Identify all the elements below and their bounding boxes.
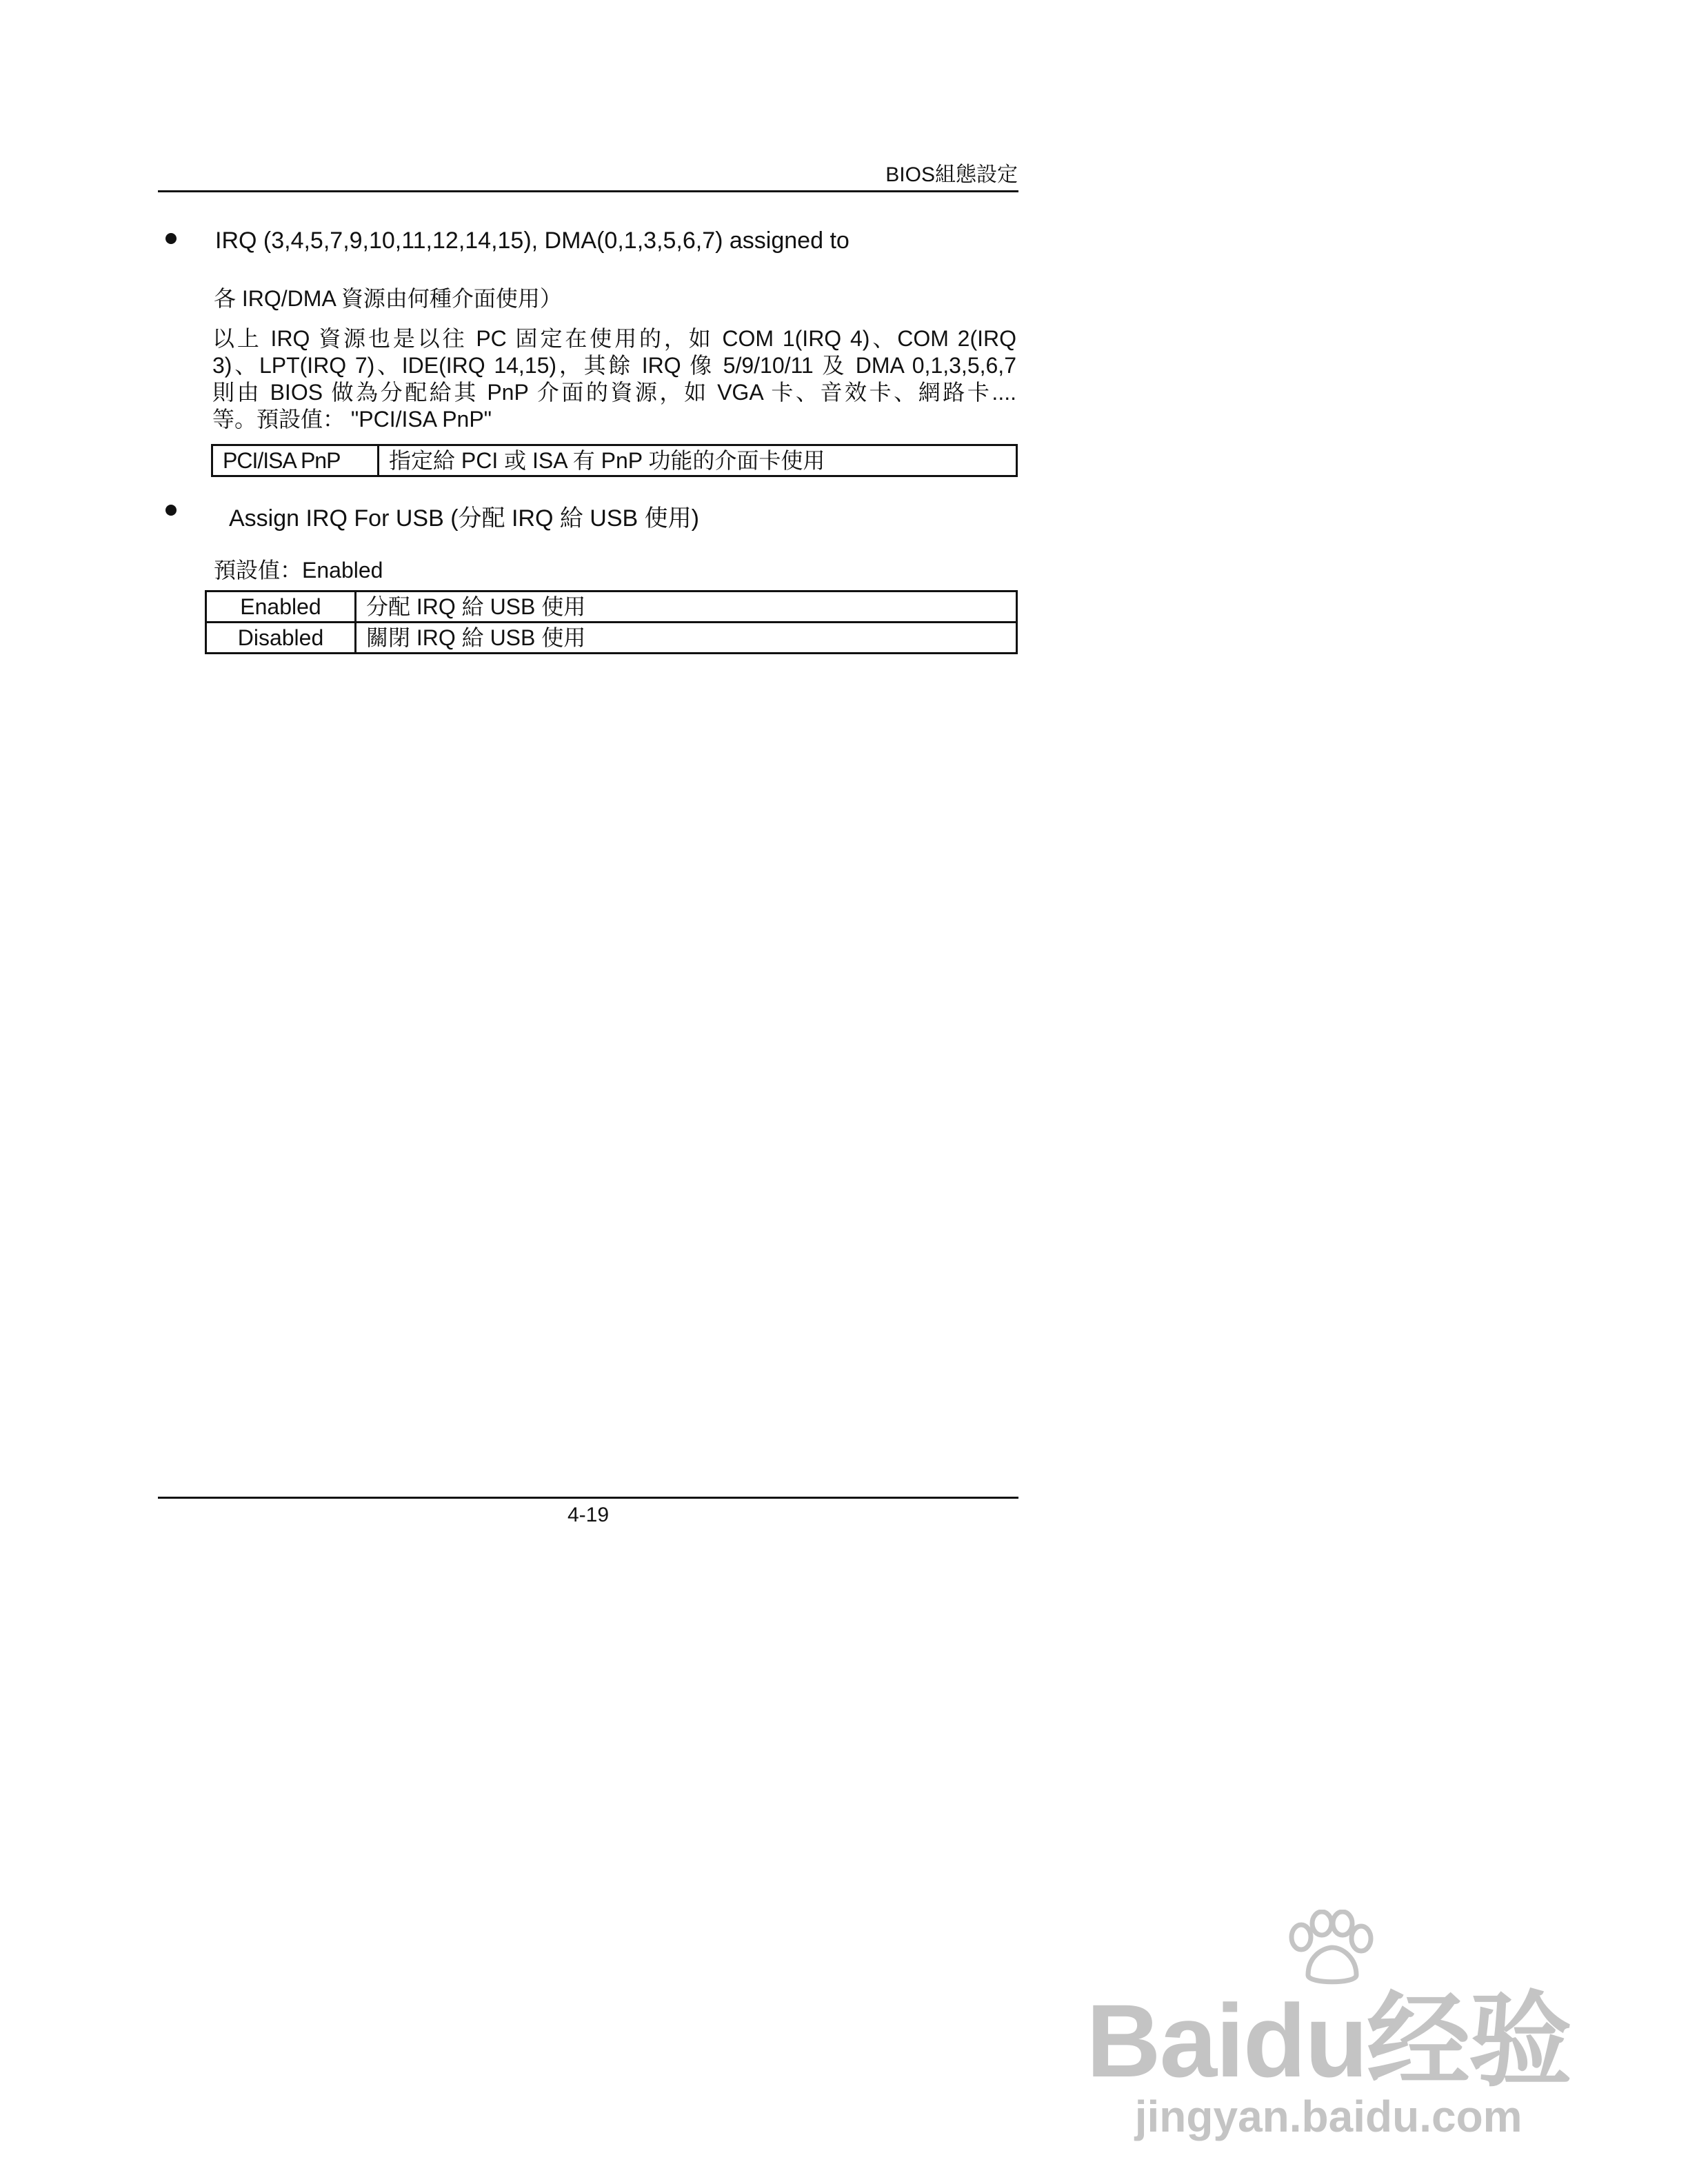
paw-icon bbox=[1277, 1910, 1380, 1985]
paragraph-line: 3)、LPT(IRQ 7)、IDE(IRQ 14,15)，其餘 IRQ 像 5/9/10/11 及 DMA 0,1,3,5,6,7 bbox=[212, 353, 1016, 378]
irq-dma-heading: IRQ (3,4,5,7,9,10,11,12,14,15), DMA(0,1,3,5,6,7) assigned to bbox=[215, 228, 850, 254]
bullet-icon bbox=[165, 505, 177, 516]
paragraph-line: 以上 IRQ 資源也是以往 PC 固定在使用的，如 COM 1(IRQ 4)、COM 2(IRQ bbox=[212, 326, 1016, 351]
paragraph-line: 等。預設值： "PCI/ISA PnP" bbox=[212, 407, 492, 432]
description-cell: 指定給 PCI 或 ISA 有 PnP 功能的介面卡使用 bbox=[379, 445, 1017, 476]
option-cell: Disabled bbox=[206, 623, 356, 654]
irq-dma-paragraph bbox=[212, 325, 1016, 433]
description-cell: 分配 IRQ 給 USB 使用 bbox=[356, 592, 1017, 623]
description-cell: 關閉 IRQ 給 USB 使用 bbox=[356, 623, 1017, 654]
option-cell: PCI/ISA PnP bbox=[212, 445, 379, 476]
bullet-icon bbox=[165, 233, 177, 244]
table-row bbox=[206, 592, 1017, 623]
header-divider bbox=[158, 190, 1018, 192]
irq-dma-subtitle: 各 IRQ/DMA 資源由何種介面使用） bbox=[214, 286, 562, 311]
watermark-url: jingyan.baidu.com bbox=[1134, 2092, 1523, 2141]
baidu-watermark bbox=[1086, 1910, 1571, 2141]
page-number: 4-19 bbox=[567, 1504, 610, 1526]
footer-divider bbox=[158, 1497, 1018, 1499]
table-row bbox=[212, 445, 1017, 476]
paragraph-line: 則由 BIOS 做為分配給其 PnP 介面的資源，如 VGA 卡、音效卡、網路卡.... bbox=[212, 380, 1016, 405]
option-cell: Enabled bbox=[206, 592, 356, 623]
watermark-logo: Baidu经验 bbox=[1086, 1983, 1571, 2099]
header-title: BIOS組態設定 bbox=[885, 163, 1018, 186]
usb-options-table bbox=[205, 590, 1018, 654]
table-row bbox=[206, 623, 1017, 654]
irq-dma-options-table bbox=[211, 444, 1018, 477]
usb-default-value: 預設值：Enabled bbox=[214, 558, 383, 583]
usb-irq-heading: Assign IRQ For USB (分配 IRQ 給 USB 使用) bbox=[229, 505, 699, 532]
